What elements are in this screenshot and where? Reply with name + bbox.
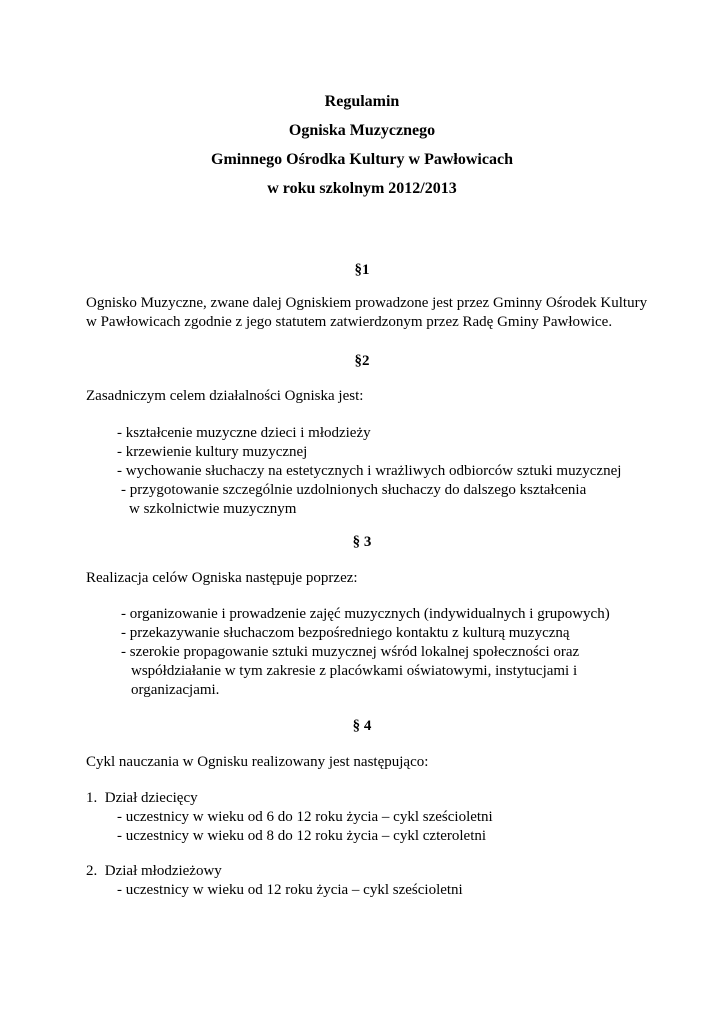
list-item: - uczestnicy w wieku od 12 roku życia – cykl sześcioletni: [117, 882, 463, 898]
list-item: - uczestnicy w wieku od 6 do 12 roku życia – cykl sześcioletni: [117, 809, 493, 825]
list-item: - krzewienie kultury muzycznej: [117, 444, 308, 460]
section-4-heading: § 4: [352, 718, 372, 734]
group-1-label: 1. Dział dziecięcy: [86, 790, 198, 806]
title-line-2: Ogniska Muzycznego: [288, 122, 436, 139]
title-line-1: Regulamin: [324, 93, 400, 110]
list-item: - przekazywanie słuchaczom bezpośredniego kontaktu z kulturą muzyczną: [121, 625, 570, 641]
section-1-line-1: Ognisko Muzyczne, zwane dalej Ogniskiem prowadzone jest przez Gminny Ośrodek Kultury: [86, 295, 648, 311]
list-item-continuation: współdziałanie w tym zakresie z placówkami oświatowymi, instytucjami i: [131, 663, 578, 679]
section-1-line-2: w Pawłowicach zgodnie z jego statutem zatwierdzonym przez Radę Gminy Pawłowice.: [86, 314, 613, 330]
section-2-heading: §2: [354, 353, 370, 369]
list-item-continuation: w szkolnictwie muzycznym: [129, 501, 297, 517]
section-2-intro: Zasadniczym celem działalności Ogniska jest:: [86, 388, 364, 404]
section-4-group-2: [86, 862, 666, 900]
list-item: - organizowanie i prowadzenie zajęć muzycznych (indywidualnych i grupowych): [121, 606, 610, 622]
list-item: - uczestnicy w wieku od 8 do 12 roku życia – cykl czteroletni: [117, 828, 487, 844]
list-item: - kształcenie muzyczne dzieci i młodzieży: [117, 425, 371, 441]
section-3-list: [121, 605, 610, 700]
list-item: - przygotowanie szczególnie uzdolnionych słuchaczy do dalszego kształcenia: [121, 482, 587, 498]
section-2-list: [117, 424, 621, 519]
group-2-label: 2. Dział młodzieżowy: [86, 863, 222, 879]
section-3-intro: Realizacja celów Ogniska następuje poprzez:: [86, 570, 358, 586]
list-item: - szerokie propagowanie sztuki muzycznej wśród lokalnej społeczności oraz: [121, 644, 580, 660]
section-3-heading: § 3: [352, 534, 372, 550]
document-title: [0, 87, 724, 203]
list-item: - wychowanie słuchaczy na estetycznych i wrażliwych odbiorców sztuki muzycznej: [117, 463, 622, 479]
title-line-4: w roku szkolnym 2012/2013: [267, 180, 457, 197]
section-4-intro: Cykl nauczania w Ognisku realizowany jest następująco:: [86, 754, 429, 770]
list-item-continuation: organizacjami.: [131, 682, 220, 698]
section-4-group-1: [86, 789, 666, 846]
title-line-3: Gminnego Ośrodka Kultury w Pawłowicach: [211, 151, 513, 168]
section-1-text: [86, 294, 666, 332]
section-1-heading: §1: [354, 262, 370, 278]
